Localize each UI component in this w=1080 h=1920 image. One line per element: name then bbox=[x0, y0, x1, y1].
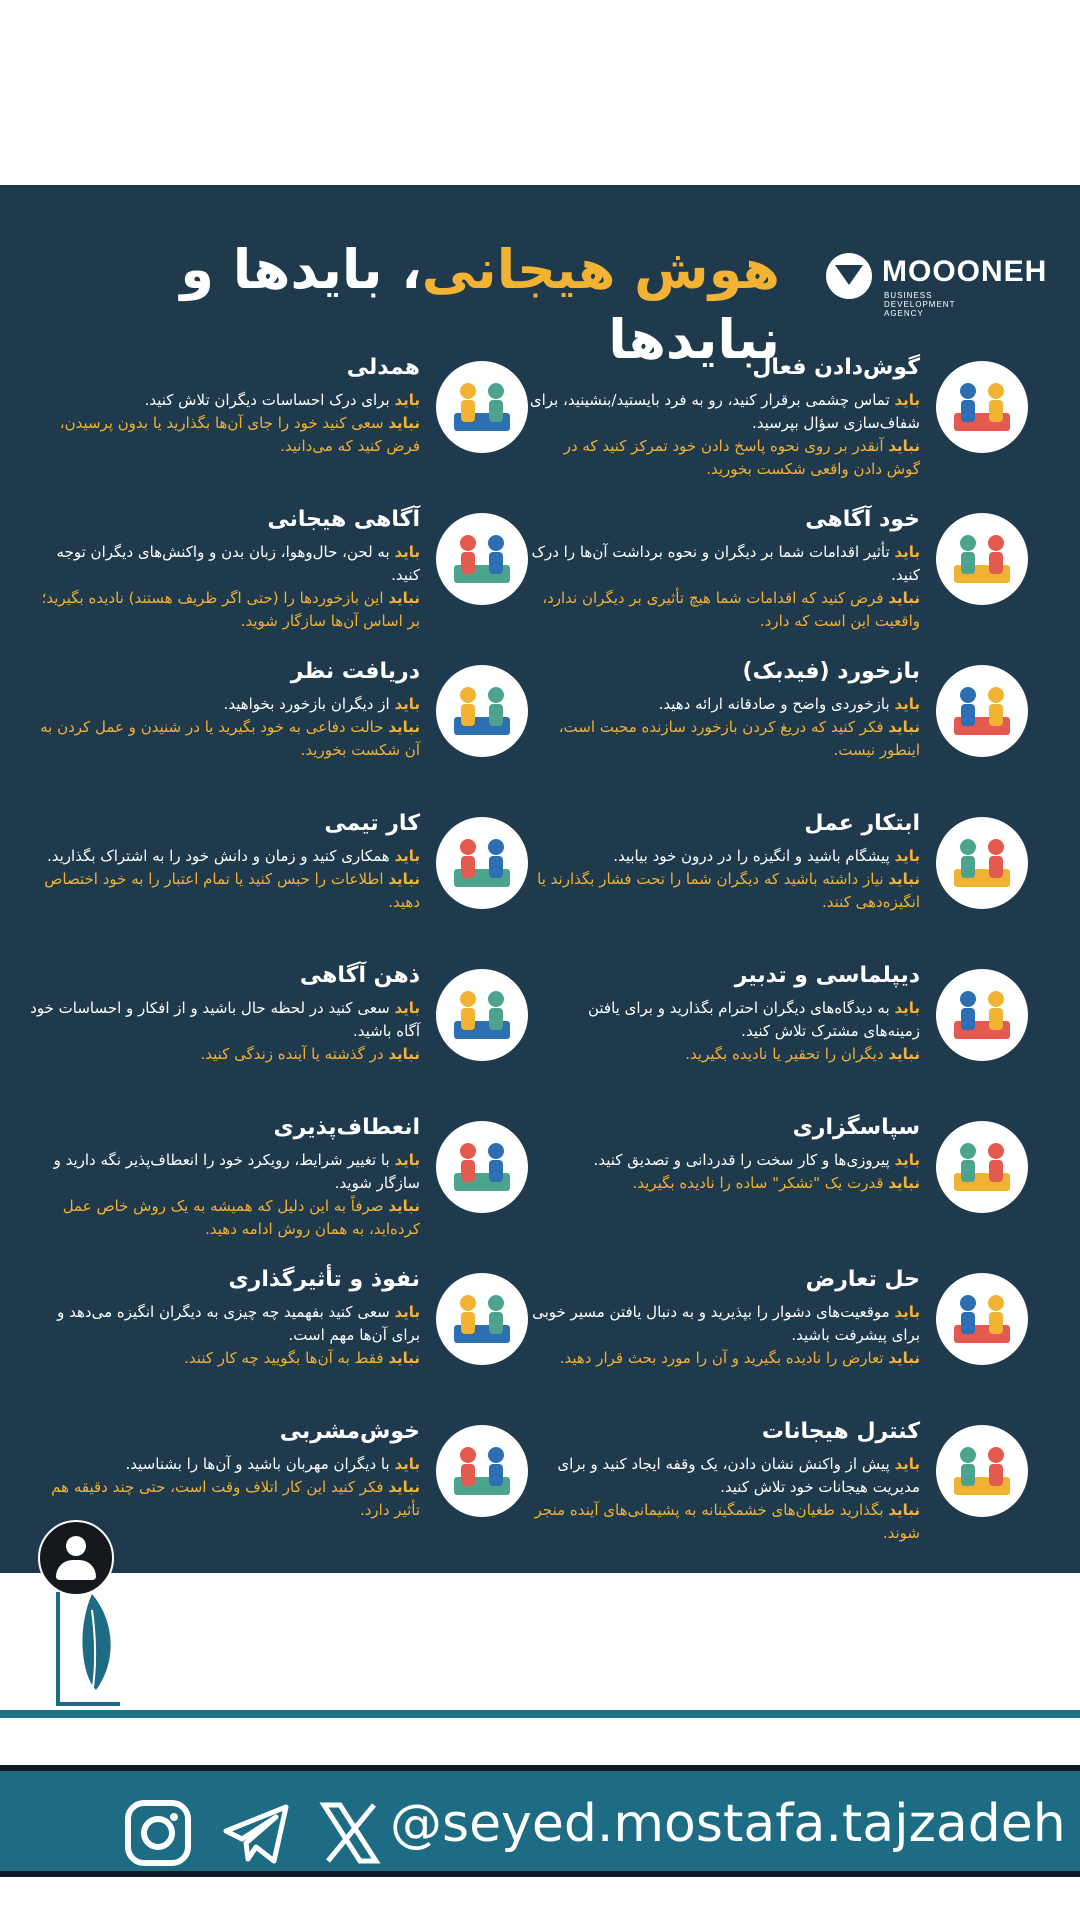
people-illustration-icon bbox=[948, 1437, 1016, 1505]
people-illustration-icon bbox=[448, 981, 516, 1049]
tip-card bbox=[528, 961, 1028, 1111]
profile-button[interactable] bbox=[38, 1520, 114, 1596]
tip-do bbox=[28, 997, 420, 1043]
tip-dont-text: سعی کنید خود را جای آن‌ها بگذارید یا بدون پرسیدن، فرض کنید که می‌دانید. bbox=[59, 414, 420, 455]
tip-dont-text: حالت دفاعی به خود بگیرید یا در شنیدن و عمل کردن به آن شکست بخورید. bbox=[40, 718, 420, 759]
tip-do-text: سعی کنید در لحظه حال باشید و از افکار و احساسات خود آگاه باشید. bbox=[30, 999, 420, 1040]
tip-do-text: تأثیر اقدامات شما بر دیگران و نحوه برداشت آن‌ها را درک کنید. bbox=[531, 543, 920, 584]
people-illustration-icon bbox=[448, 373, 516, 441]
tip-title: نفوذ و تأثیرگذاری bbox=[228, 1267, 420, 1292]
tip-title: آگاهی هیجانی bbox=[267, 507, 420, 532]
people-illustration-icon bbox=[448, 677, 516, 745]
tip-do-text: پیشگام باشید و انگیزه را در درون خود بیابید. bbox=[613, 847, 890, 865]
dont-label: نباید bbox=[388, 589, 420, 607]
tip-do-text: به لحن، حال‌وهوا، زبان بدن و واکنش‌های دیگران توجه کنید. bbox=[56, 543, 420, 584]
tip-illustration-icon bbox=[436, 1121, 528, 1213]
infographic bbox=[0, 185, 1080, 1573]
do-label: باید bbox=[394, 695, 420, 713]
tip-do bbox=[28, 693, 420, 716]
tip-dont-text: قدرت یک "تشکر" ساده را نادیده بگیرید. bbox=[632, 1174, 884, 1192]
tip-do-text: تماس چشمی برقرار کنید، رو به فرد بایستید/بنشینید، برای شفاف‌سازی سؤال بپرسید. bbox=[529, 391, 920, 432]
tip-title: انعطاف‌پذیری bbox=[273, 1115, 420, 1140]
tip-card bbox=[528, 1265, 1028, 1415]
tip-dont bbox=[528, 1043, 920, 1066]
tip-dont bbox=[528, 435, 920, 481]
do-label: باید bbox=[394, 391, 420, 409]
dont-label: نباید bbox=[888, 1045, 920, 1063]
dont-label: نباید bbox=[888, 437, 920, 455]
tip-dont-text: بگذارید طغیان‌های خشمگینانه به پشیمانی‌های آینده منجر شوند. bbox=[534, 1501, 920, 1542]
tip-do-text: از دیگران بازخورد بخواهید. bbox=[223, 695, 390, 713]
tip-dont-text: تعارض را نادیده بگیرید و آن را مورد بحث قرار دهید. bbox=[559, 1349, 884, 1367]
tip-dont-text: نیاز داشته باشید که دیگران شما را تحت فشار بگذارند یا انگیزه‌دهی کنند. bbox=[537, 870, 920, 911]
tip-dont bbox=[528, 1172, 920, 1195]
tip-card bbox=[28, 1265, 528, 1415]
tip-do-text: با تغییر شرایط، رویکرد خود را انعطاف‌پذیر نگه دارید و سازگار شوید. bbox=[53, 1151, 420, 1192]
tip-title: بازخورد (فیدبک) bbox=[742, 659, 920, 684]
do-label: باید bbox=[894, 1151, 920, 1169]
tip-text bbox=[28, 505, 420, 633]
tip-do bbox=[528, 997, 920, 1043]
tip-do bbox=[28, 1453, 420, 1476]
tip-illustration-icon bbox=[936, 665, 1028, 757]
tip-dont-text: فرض کنید که اقدامات شما هیچ تأثیری بر دیگران ندارد، واقعیت این است که دارد. bbox=[542, 589, 920, 630]
logo-name: MOOONEH bbox=[882, 255, 1048, 288]
tip-dont-text: صرفاً به این دلیل که همیشه به یک روش خاص عمل کرده‌اید، به همان روش ادامه دهید. bbox=[62, 1197, 420, 1238]
tip-do-text: به دیدگاه‌های دیگران احترام بگذارید و برای یافتن زمینه‌های مشترک تلاش کنید. bbox=[587, 999, 920, 1040]
tip-title: دریافت نظر bbox=[290, 659, 420, 684]
tip-illustration-icon bbox=[436, 361, 528, 453]
tip-illustration-icon bbox=[936, 1121, 1028, 1213]
tip-card bbox=[528, 353, 1028, 503]
tip-title: خود آگاهی bbox=[805, 507, 920, 532]
tip-text bbox=[528, 657, 920, 762]
tip-text bbox=[28, 961, 420, 1066]
tip-illustration-icon bbox=[436, 1425, 528, 1517]
tip-dont bbox=[28, 1476, 420, 1522]
tip-dont bbox=[528, 1499, 920, 1545]
people-illustration-icon bbox=[448, 1285, 516, 1353]
tip-card bbox=[28, 505, 528, 655]
people-illustration-icon bbox=[448, 829, 516, 897]
telegram-icon[interactable] bbox=[220, 1797, 292, 1869]
tip-title: حل تعارض bbox=[805, 1267, 920, 1292]
tip-do-text: موقعیت‌های دشوار را بپذیرید و به دنبال یافتن مسیر خوبی برای پیشرفت باشید. bbox=[532, 1303, 920, 1344]
tip-do bbox=[528, 1301, 920, 1347]
do-label: باید bbox=[894, 999, 920, 1017]
tip-card bbox=[28, 809, 528, 959]
tip-title: خوش‌مشربی bbox=[279, 1419, 420, 1444]
tip-title: سپاسگزاری bbox=[792, 1115, 920, 1140]
tip-do-text: با دیگران مهربان باشید و آن‌ها را بشناسید. bbox=[125, 1455, 390, 1473]
tip-illustration-icon bbox=[936, 969, 1028, 1061]
people-illustration-icon bbox=[948, 829, 1016, 897]
tip-text bbox=[528, 809, 920, 914]
title-highlight: هوش هیجانی bbox=[421, 238, 780, 301]
dont-label: نباید bbox=[388, 870, 420, 888]
tip-text bbox=[528, 1113, 920, 1195]
dont-label: نباید bbox=[388, 1045, 420, 1063]
tip-dont bbox=[528, 716, 920, 762]
tip-card bbox=[528, 809, 1028, 959]
tip-text bbox=[528, 353, 920, 481]
tip-dont bbox=[528, 1347, 920, 1370]
tip-illustration-icon bbox=[436, 817, 528, 909]
logo-subtitle: BUSINESS DEVELOPMENT AGENCY bbox=[884, 291, 956, 318]
tip-do bbox=[528, 1453, 920, 1499]
tip-title: دیپلماسی و تدبیر bbox=[734, 963, 920, 988]
people-illustration-icon bbox=[448, 525, 516, 593]
tip-dont bbox=[28, 412, 420, 458]
social-banner bbox=[0, 1765, 1080, 1877]
tip-text bbox=[528, 961, 920, 1066]
do-label: باید bbox=[394, 543, 420, 561]
instagram-icon[interactable] bbox=[122, 1797, 194, 1869]
do-label: باید bbox=[894, 1303, 920, 1321]
tip-do bbox=[28, 845, 420, 868]
tip-do bbox=[528, 541, 920, 587]
tip-dont bbox=[28, 716, 420, 762]
dont-label: نباید bbox=[888, 870, 920, 888]
do-label: باید bbox=[894, 543, 920, 561]
tip-do bbox=[28, 1149, 420, 1195]
tip-dont-text: اطلاعات را حبس کنید یا تمام اعتبار را به خود اختصاص دهید. bbox=[44, 870, 420, 911]
tip-text bbox=[528, 505, 920, 633]
dont-label: نباید bbox=[388, 414, 420, 432]
do-label: باید bbox=[394, 1151, 420, 1169]
tip-illustration-icon bbox=[936, 361, 1028, 453]
tip-dont bbox=[28, 587, 420, 633]
tip-dont bbox=[28, 868, 420, 914]
tip-illustration-icon bbox=[936, 817, 1028, 909]
do-label: باید bbox=[894, 695, 920, 713]
tip-text bbox=[528, 1265, 920, 1370]
people-illustration-icon bbox=[948, 677, 1016, 745]
tip-do bbox=[528, 389, 920, 435]
tip-title: همدلی bbox=[346, 355, 420, 380]
tip-do-text: پیروزی‌ها و کار سخت را قدردانی و تصدیق کنید. bbox=[593, 1151, 890, 1169]
tip-dont bbox=[28, 1195, 420, 1241]
tip-illustration-icon bbox=[936, 1425, 1028, 1517]
social-handle[interactable]: @seyed.mostafa.tajzadeh bbox=[390, 1794, 1066, 1854]
dont-label: نباید bbox=[388, 718, 420, 736]
tip-do-text: برای درک احساسات دیگران تلاش کنید. bbox=[144, 391, 390, 409]
tip-illustration-icon bbox=[436, 1273, 528, 1365]
tip-text bbox=[28, 809, 420, 914]
user-icon-body bbox=[56, 1560, 96, 1580]
tip-dont-text: فکر کنید این کار اتلاف وقت است، حتی چند دقیقه هم تأثیر دارد. bbox=[51, 1478, 420, 1519]
tip-title: کار تیمی bbox=[324, 811, 420, 836]
tip-illustration-icon bbox=[436, 665, 528, 757]
dont-label: نباید bbox=[388, 1197, 420, 1215]
tip-title: ذهن آگاهی bbox=[299, 963, 420, 988]
tip-dont-text: دیگران را تحقیر یا نادیده بگیرید. bbox=[685, 1045, 884, 1063]
do-label: باید bbox=[894, 847, 920, 865]
tip-do bbox=[528, 1149, 920, 1172]
tip-do-text: بازخوردی واضح و صادقانه ارائه دهید. bbox=[658, 695, 890, 713]
title-rest: ، بایدها و نبایدها bbox=[180, 238, 780, 371]
tip-do-text: سعی کنید بفهمید چه چیزی به دیگران انگیزه می‌دهد و برای آن‌ها مهم است. bbox=[57, 1303, 420, 1344]
tip-dont-text: در گذشته یا آینده زندگی کنید. bbox=[200, 1045, 384, 1063]
tip-title: کنترل هیجانات bbox=[761, 1419, 920, 1444]
people-illustration-icon bbox=[948, 981, 1016, 1049]
tip-illustration-icon bbox=[436, 969, 528, 1061]
user-icon bbox=[66, 1536, 86, 1556]
tip-text bbox=[28, 657, 420, 762]
tip-dont bbox=[528, 587, 920, 633]
tip-do bbox=[528, 693, 920, 716]
tip-text bbox=[28, 1417, 420, 1522]
tip-illustration-icon bbox=[436, 513, 528, 605]
people-illustration-icon bbox=[948, 373, 1016, 441]
tip-card bbox=[528, 505, 1028, 655]
tip-card bbox=[28, 353, 528, 503]
people-illustration-icon bbox=[448, 1133, 516, 1201]
do-label: باید bbox=[394, 999, 420, 1017]
dont-label: نباید bbox=[888, 718, 920, 736]
people-illustration-icon bbox=[948, 1133, 1016, 1201]
dont-label: نباید bbox=[888, 589, 920, 607]
tip-dont-text: فقط به آن‌ها بگویید چه کار کنند. bbox=[184, 1349, 384, 1367]
tip-text bbox=[528, 1417, 920, 1545]
divider-bar bbox=[0, 1710, 1080, 1718]
dont-label: نباید bbox=[888, 1349, 920, 1367]
x-icon[interactable] bbox=[314, 1797, 386, 1869]
do-label: باید bbox=[894, 1455, 920, 1473]
tip-title: گوش‌دادن فعال bbox=[752, 355, 920, 380]
people-illustration-icon bbox=[948, 1285, 1016, 1353]
tip-dont bbox=[28, 1347, 420, 1370]
tip-card bbox=[528, 1417, 1028, 1567]
tip-card bbox=[28, 961, 528, 1111]
mooneh-logo bbox=[826, 253, 1056, 318]
tip-dont-text: این بازخوردها را (حتی اگر ظریف هستند) نادیده بگیرید؛ بر اساس آن‌ها سازگار شوید. bbox=[41, 589, 420, 630]
tip-text bbox=[28, 1265, 420, 1370]
tip-illustration-icon bbox=[936, 513, 1028, 605]
tip-card bbox=[28, 657, 528, 807]
dont-label: نباید bbox=[388, 1349, 420, 1367]
tip-do bbox=[28, 1301, 420, 1347]
tip-text bbox=[28, 353, 420, 458]
dont-label: نباید bbox=[888, 1501, 920, 1519]
dont-label: نباید bbox=[388, 1478, 420, 1496]
tip-do bbox=[528, 845, 920, 868]
do-label: باید bbox=[394, 1455, 420, 1473]
tip-dont bbox=[528, 868, 920, 914]
tip-title: ابتکار عمل bbox=[804, 811, 920, 836]
do-label: باید bbox=[394, 1303, 420, 1321]
tip-do-text: پیش از واکنش نشان دادن، یک وقفه ایجاد کنید و برای مدیریت هیجانات خود تلاش کنید. bbox=[557, 1455, 920, 1496]
tip-card bbox=[28, 1113, 528, 1263]
dont-label: نباید bbox=[888, 1174, 920, 1192]
people-illustration-icon bbox=[948, 525, 1016, 593]
tip-text bbox=[28, 1113, 420, 1241]
tip-illustration-icon bbox=[936, 1273, 1028, 1365]
tip-do-text: همکاری کنید و زمان و دانش خود را به اشتراک بگذارید. bbox=[46, 847, 390, 865]
do-label: باید bbox=[894, 391, 920, 409]
people-illustration-icon bbox=[448, 1437, 516, 1505]
logo-mark-icon bbox=[826, 253, 872, 299]
tip-do bbox=[28, 541, 420, 587]
leaf-logo-icon bbox=[52, 1590, 124, 1708]
tip-card bbox=[528, 657, 1028, 807]
tip-card bbox=[528, 1113, 1028, 1263]
do-label: باید bbox=[394, 847, 420, 865]
tip-dont bbox=[28, 1043, 420, 1066]
tip-dont-text: فکر کنید که دریغ کردن بازخورد سازنده محبت است، اینطور نیست. bbox=[558, 718, 920, 759]
tip-dont-text: آنقدر بر روی نحوه پاسخ دادن خود تمرکز کنید که در گوش دادن واقعی شکست بخورید. bbox=[563, 437, 920, 478]
tip-do bbox=[28, 389, 420, 412]
